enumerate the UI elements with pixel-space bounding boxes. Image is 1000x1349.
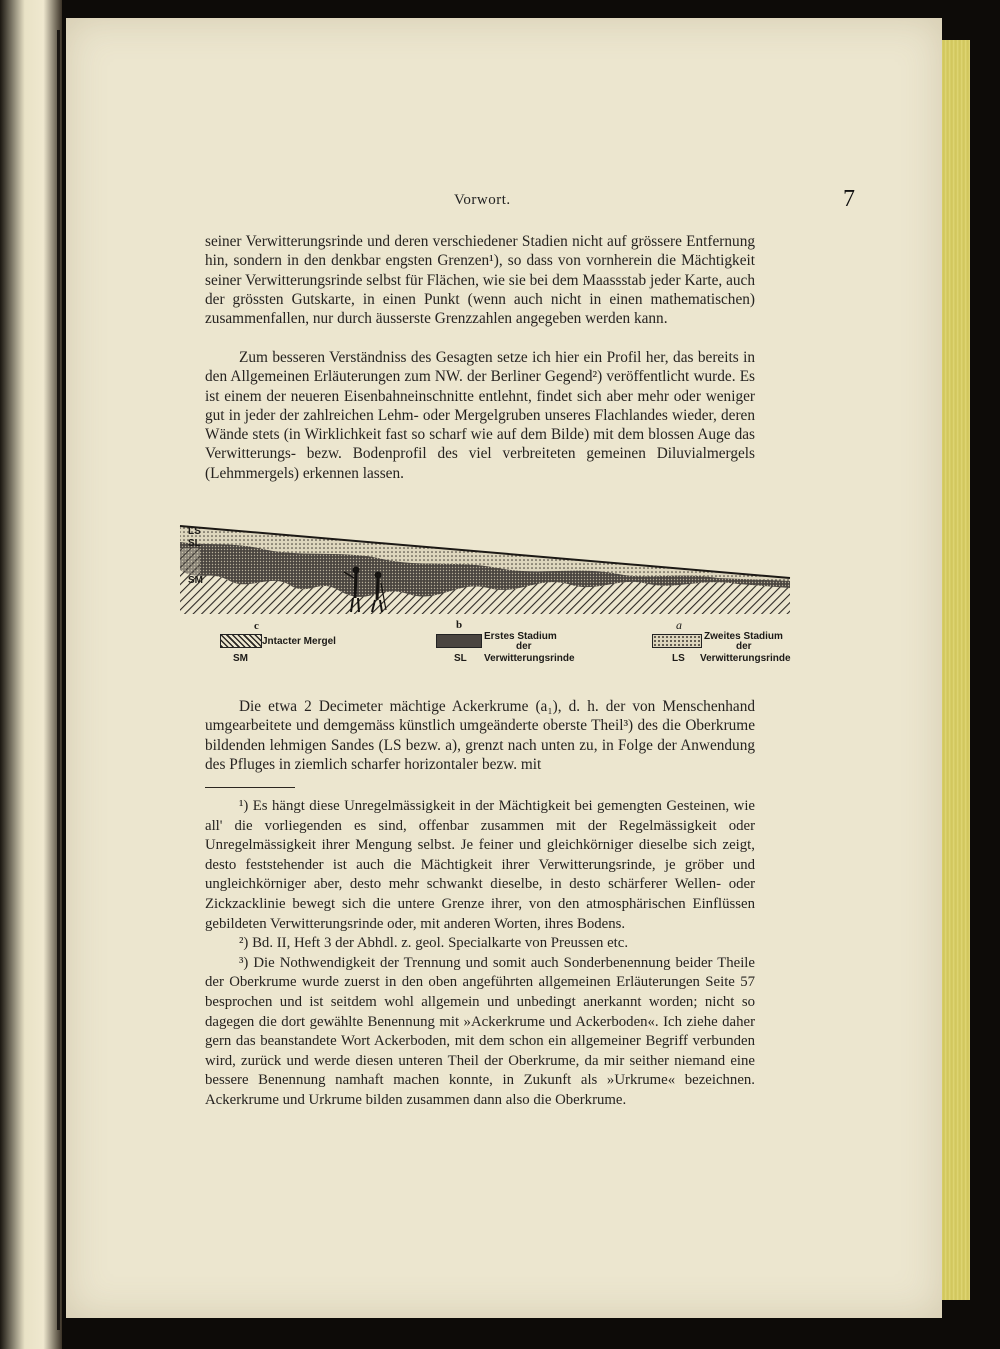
soil-profile-figure bbox=[178, 518, 792, 678]
legend-letter-b: b bbox=[456, 619, 463, 631]
page-header bbox=[110, 186, 855, 216]
footnote-1: ¹) Es hängt diese Unregelmässigkeit in der Mächtigkeit bei gemengten Gesteinen, wie all' die vorliegenden es sind, offenbar zusammen mit der Regelmässigkeit oder Unregelmässigkeit ihrer Mengung selbst. Je feiner und gleichkörniger dieselbe sich zeigt, desto feststehender ist auch die Mächtigkeit ihrer Verwitterungsrinde, je gröber und ungleichkörniger aber, desto mehr schwankt dieselbe, in desto schärferer Wellen- oder Zickzacklinie bewegt sich die untere Grenze ihrer, von den atmosphärischen Einflüssen gebildeten Verwitterungsrinde oder, mit anderen Worten, ihres Bodens. bbox=[205, 798, 755, 932]
book-spine bbox=[57, 30, 60, 1330]
paragraph-2-text: Zum besseren Verständniss des Gesagten setze ich hier ein Profil her, das bereits in den Allgemeinen Erläuterungen zum NW. der Berliner Gegend²) veröffentlicht wurde. Es ist einem der neueren Eisenbahneinschnitte entlehnt, findet sich aber mehr oder weniger gut in jeder der zahlreichen Lehm- oder Mergelgruben unseres Flachlandes wieder, deren Wände stets (in Wirklichkeit fast so scharf wie auf dem Bilde) mit dem blossen Auge das Verwitterungs- bezw. Bodenprofil des viel verbreiteten gemeinen Diluvialmergels (Lehmmergels) erkennen lassen. bbox=[205, 349, 755, 482]
footnotes bbox=[205, 797, 755, 1111]
page-block-edge bbox=[938, 40, 970, 1300]
legend-letter-a: a bbox=[676, 618, 682, 632]
footnote-2: ²) Bd. II, Heft 3 der Abhdl. z. geol. Specialkarte von Preussen etc. bbox=[239, 935, 629, 952]
legend-swatch-second-stage bbox=[652, 634, 702, 648]
paragraph-2 bbox=[205, 348, 755, 483]
previous-page-edge bbox=[0, 0, 62, 1349]
paragraph-3-text: Die etwa 2 Decimeter mächtige Ackerkrume (a₁), d. h. der von Menschenhand umgearbeitete und demgemäss künstlich umgeänderte oberste Theil³) des die Oberkrume bildenden lehmigen Sandes (LS bezw. a), grenzt nach unten zu, in Folge der Anwendung des Pfluges in ziemlich scharfer horizontaler bezw. mit bbox=[205, 698, 755, 773]
running-head: Vorwort. bbox=[454, 192, 511, 208]
legend-title-first-stage-der: der bbox=[516, 641, 532, 652]
legend-title-first-stage-rinde: Verwitterungsrinde bbox=[484, 653, 575, 664]
legend-title-second-stage: Zweites Stadium bbox=[704, 631, 783, 642]
paragraph-1 bbox=[205, 232, 755, 328]
legend-code-sm: SM bbox=[233, 653, 248, 664]
legend-swatch-intact-marl bbox=[220, 634, 262, 648]
legend-title-first-stage: Erstes Stadium bbox=[484, 631, 557, 642]
page-number: 7 bbox=[843, 186, 855, 212]
legend-title-intact-marl: Jntacter Mergel bbox=[262, 636, 336, 647]
paragraph-3 bbox=[205, 697, 755, 774]
legend-title-second-stage-der: der bbox=[736, 641, 752, 652]
legend-swatch-first-stage bbox=[436, 634, 482, 648]
legend-code-ls: LS bbox=[672, 653, 685, 664]
paragraph-1-text: seiner Verwitterungsrinde und deren verschiedener Stadien nicht auf grössere Entfernung hin, sondern in den denkbar engsten Grenzen¹), so dass von vornherein die Mächtigkeit seiner Verwitterungsrinde selbst für Flächen, wie sie bei dem Maassstab jeder Karte, auch der grössten Gutskarte, in einen Punkt (wenn auch nicht in einen mathematischen) zusammenfallen, nur durch äusserste Grenzzahlen angegeben werden kann. bbox=[205, 233, 755, 328]
legend-code-sl: SL bbox=[454, 653, 467, 664]
profile-diagram bbox=[178, 518, 792, 618]
footnote-rule bbox=[205, 787, 295, 788]
label-sm: SM bbox=[188, 575, 203, 586]
label-sl: SL bbox=[188, 538, 201, 549]
label-ls: LS bbox=[188, 526, 201, 537]
legend-letter-c: c bbox=[254, 620, 259, 632]
legend-title-second-stage-rinde: Verwitterungsrinde bbox=[700, 653, 791, 664]
footnote-3: ³) Die Nothwendigkeit der Trennung und somit auch Sonderbenennung beider Theile der Oberkrume wurde zuerst in den oben angeführten allgemeinen Erläuterungen Seite 57 besprochen und ist seitdem wohl allgemein und unbedingt anerkannt worden; nicht so dagegen die dort gewählte Benennung mit »Ackerkrume und Ackerboden«. Ich ziehe daher gern das beanstandete Wort Ackerboden, mit dem schon ein allgemeiner Begriff verbunden wird, zurück und werde diesen unteren Theil der Oberkrume, da mir seither niemand eine bessere Benennung namhaft machen konnte, in Zukunft als »Urkrume« bezeichnen. Ackerkrume und Urkrume bilden zusammen dann also die Oberkrume. bbox=[205, 954, 755, 1108]
